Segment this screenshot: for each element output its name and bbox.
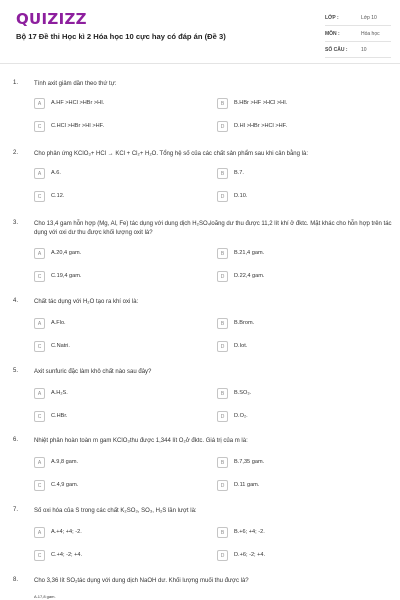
option-a[interactable] (34, 526, 189, 539)
option-text: C.HCl >HBr >HI >HF. (51, 123, 104, 129)
option-letter-box: A (34, 168, 45, 179)
option-c[interactable] (34, 549, 189, 562)
option-letter-box: A (34, 248, 45, 259)
option-text: B.7,35 gam. (234, 459, 265, 465)
option-text: C.HBr. (51, 413, 68, 419)
option-text: B.SO₃. (234, 390, 252, 396)
page-header (0, 0, 400, 64)
option-b[interactable] (217, 317, 372, 330)
question-text: Chất tác dụng với H₂O tạo ra khí oxi là: (34, 299, 139, 305)
question-text: Cho phản ứng KClO₃+ HCl → KCl + Cl₂+ H₂O. Tổng hệ số của các chất sản phẩm sau khi cân bằng là: (34, 151, 308, 157)
option-text: A.6. (51, 170, 61, 176)
question-number: 4. (13, 298, 19, 304)
option-text: C.12. (51, 193, 65, 199)
option-letter-box: D (217, 480, 228, 491)
question-text: Nhiệt phân hoàn toàn m gam KClO₃thu được 1,344 lít O₂ở đktc. Giá trị của m là: (34, 438, 248, 444)
option-d[interactable] (217, 120, 372, 133)
option-letter-box: C (34, 550, 45, 561)
option-text: C.4,9 gam. (51, 482, 79, 488)
option-text: D.22,4 gam. (234, 273, 265, 279)
option-letter-box: B (217, 318, 228, 329)
option-letter-box: B (217, 248, 228, 259)
meta-class-label: LỚP : (325, 15, 339, 21)
option-a[interactable] (34, 167, 189, 180)
option-letter-box: C (34, 121, 45, 132)
meta-class-value: Lớp 10 (361, 15, 377, 21)
option-text: A.H₂S. (51, 390, 68, 396)
option-text: A.+4; +4; -2. (51, 529, 82, 535)
option-text: B.+6; +4; -2. (234, 529, 265, 535)
question-text: Số oxi hóa của S trong các chất K₂SO₃, SO₃, H₂S lần lượt là: (34, 508, 197, 514)
option-text: A.HF >HCl >HBr >HI. (51, 100, 105, 106)
option-b[interactable] (217, 167, 372, 180)
document-title: Bộ 17 Đề thi Học kì 2 Hóa học 10 cực hay có đáp án (Đề 3) (16, 32, 226, 41)
meta-question-count (325, 44, 391, 58)
option-a[interactable] (34, 387, 189, 400)
option-letter-box: D (217, 550, 228, 561)
option-text: B.21,4 gam. (234, 250, 265, 256)
option-letter-box: D (217, 121, 228, 132)
option-d[interactable] (217, 270, 372, 283)
option-c[interactable] (34, 190, 189, 203)
option-d[interactable] (217, 479, 372, 492)
question-number: 2. (13, 150, 19, 156)
option-letter-box: C (34, 480, 45, 491)
option-letter-box: A (34, 98, 45, 109)
option-letter-box: B (217, 388, 228, 399)
option-b[interactable] (217, 387, 372, 400)
option-letter-box: C (34, 271, 45, 282)
option-a[interactable] (34, 456, 189, 469)
option-letter-box: D (217, 411, 228, 422)
option-a-partial[interactable]: A.17,8 gam. (34, 594, 56, 599)
option-a[interactable] (34, 247, 189, 260)
option-letter-box: A (34, 318, 45, 329)
option-c[interactable] (34, 270, 189, 283)
option-text: D.10. (234, 193, 248, 199)
meta-question-count-label: SỐ CÂU : (325, 47, 348, 53)
option-c[interactable] (34, 479, 189, 492)
option-text: D.HI >HBr >HCl >HF. (234, 123, 287, 129)
question-number: 7. (13, 507, 19, 513)
option-text: A.9,8 gam. (51, 459, 79, 465)
meta-question-count-value: 10 (361, 47, 367, 53)
meta-subject-label: MÔN : (325, 31, 340, 37)
option-text: C.19,4 gam. (51, 273, 82, 279)
option-letter-box: A (34, 388, 45, 399)
meta-subject-value: Hóa học (361, 31, 380, 37)
option-text: B.Brom. (234, 320, 255, 326)
meta-class (325, 12, 391, 26)
option-d[interactable] (217, 410, 372, 423)
question-number: 5. (13, 368, 19, 374)
option-b[interactable] (217, 526, 372, 539)
option-text: C.Natri. (51, 343, 70, 349)
option-a[interactable] (34, 97, 189, 110)
option-letter-box: B (217, 98, 228, 109)
option-text: B.HBr >HF >HCl >HI. (234, 100, 288, 106)
option-text: D.11 gam. (234, 482, 260, 488)
option-text: B.7. (234, 170, 244, 176)
option-letter-box: B (217, 527, 228, 538)
option-text: A.20,4 gam. (51, 250, 82, 256)
header-divider (0, 63, 400, 64)
option-text: D.O₂. (234, 413, 248, 419)
option-letter-box: D (217, 341, 228, 352)
question-text: Tính axit giảm dần theo thứ tự: (34, 81, 117, 87)
option-text: D.+6; -2; +4. (234, 552, 266, 558)
option-letter-box: D (217, 271, 228, 282)
question-text: Cho 3,36 lít SO₂tác dụng với dung dịch NaOH dư. Khối lượng muối thu được là? (34, 578, 249, 584)
option-letter-box: A (34, 527, 45, 538)
option-a[interactable] (34, 317, 189, 330)
option-text: C.+4; -2; +4. (51, 552, 83, 558)
option-b[interactable] (217, 456, 372, 469)
option-b[interactable] (217, 247, 372, 260)
meta-subject (325, 28, 391, 42)
question-number: 8. (13, 577, 19, 583)
option-text: D.Iot. (234, 343, 248, 349)
option-letter-box: D (217, 191, 228, 202)
option-letter-box: C (34, 341, 45, 352)
question-number: 3. (13, 220, 19, 226)
option-letter-box: C (34, 411, 45, 422)
option-d[interactable] (217, 340, 372, 353)
question-number: 6. (13, 437, 19, 443)
option-c[interactable] (34, 340, 189, 353)
question-text: Cho 13,4 gam hỗn hợp (Mg, Al, Fe) tác dụng với dung dịch H₂SO₄loãng dư thu được 11,2 lít khí ở đktc. Mặt khác cho hỗn hợp trên tác dụng với oxi dư thu được khối lượng oxit là? (34, 221, 392, 236)
option-d[interactable] (217, 549, 372, 562)
question-text: Axit sunfuric đặc làm khô chất nào sau đây? (34, 369, 152, 375)
option-letter-box: C (34, 191, 45, 202)
option-letter-box: A (34, 457, 45, 468)
question-number: 1. (13, 80, 19, 86)
option-letter-box: B (217, 457, 228, 468)
quizizz-logo: QUIZIZZ (16, 10, 87, 28)
option-letter-box: B (217, 168, 228, 179)
option-c[interactable] (34, 120, 189, 133)
option-text: A.Flo. (51, 320, 66, 326)
option-b[interactable] (217, 97, 372, 110)
option-d[interactable] (217, 190, 372, 203)
option-c[interactable] (34, 410, 189, 423)
